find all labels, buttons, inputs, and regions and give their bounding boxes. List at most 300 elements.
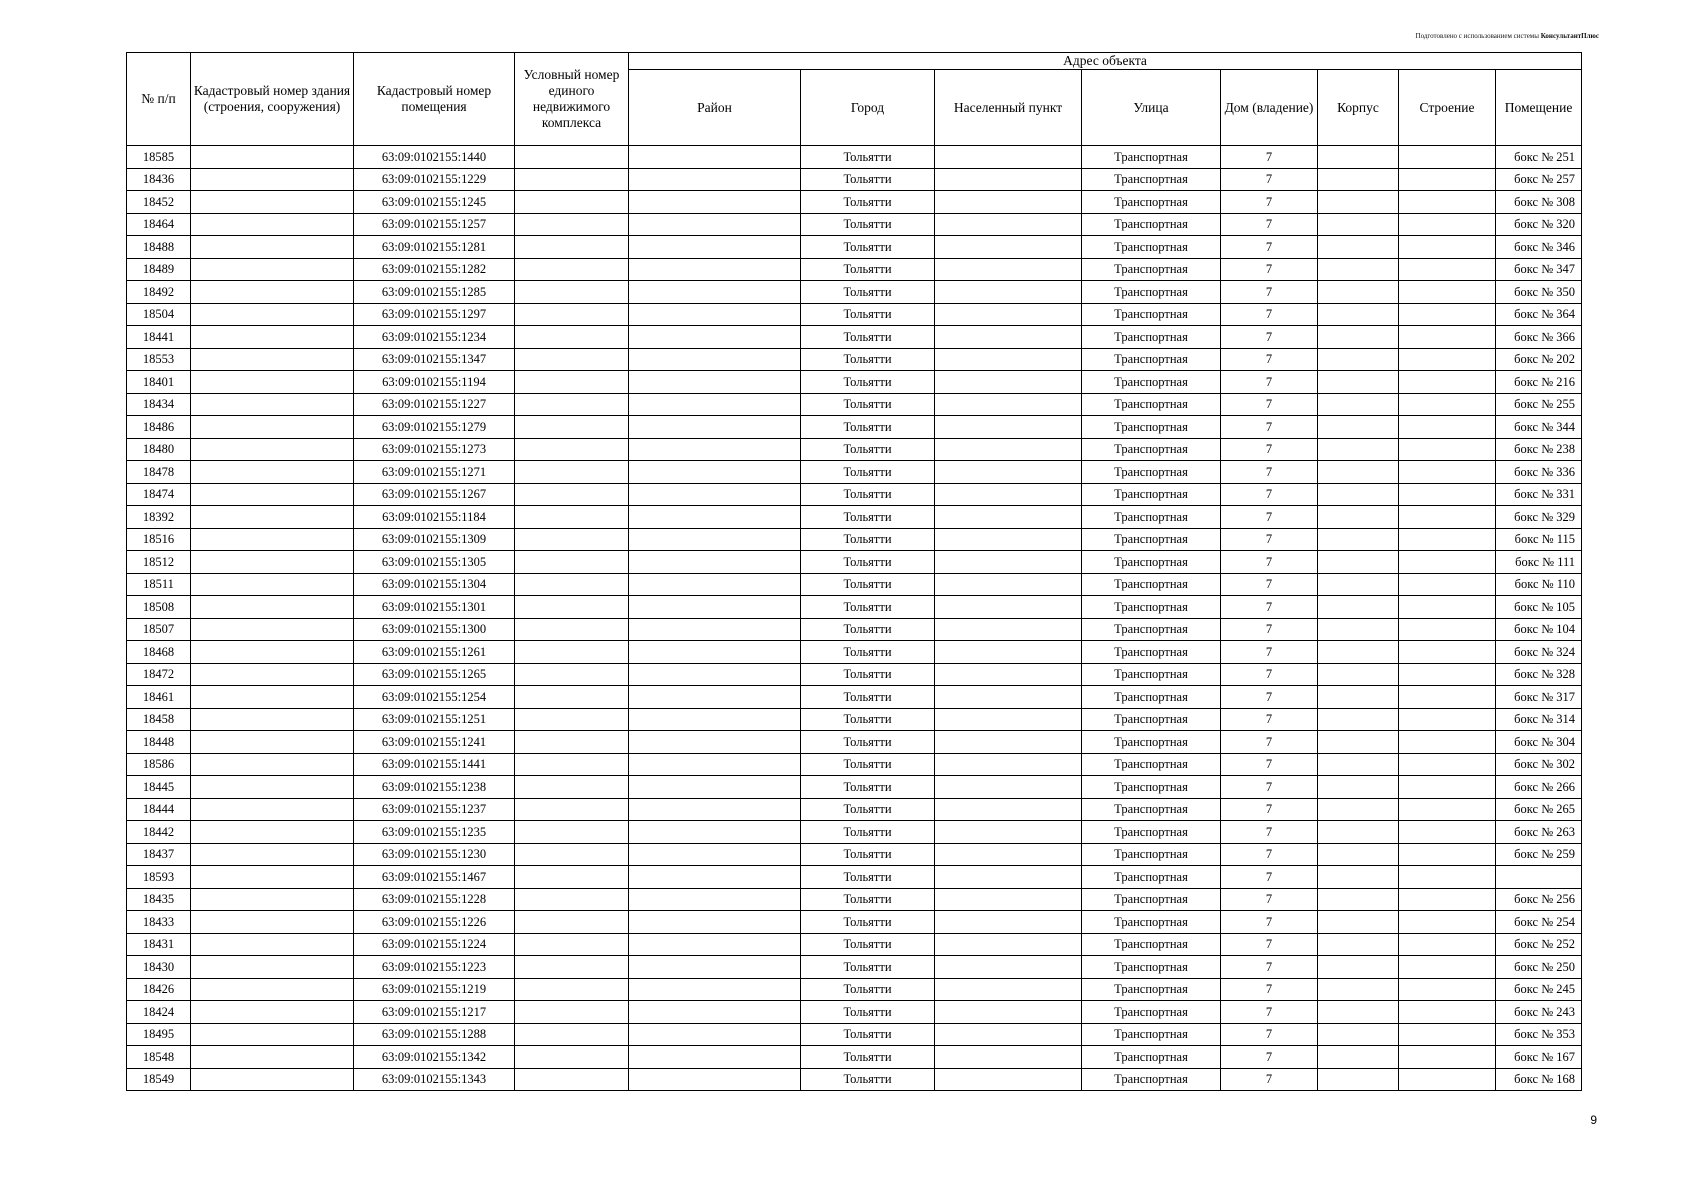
cell-building-cadastral bbox=[191, 1023, 354, 1046]
cell-korpus bbox=[1318, 821, 1399, 844]
cell-street: Транспортная bbox=[1082, 641, 1221, 664]
cell-num: 18488 bbox=[127, 236, 191, 259]
cell-street: Транспортная bbox=[1082, 798, 1221, 821]
cell-complex-number bbox=[515, 708, 629, 731]
cell-complex-number bbox=[515, 1023, 629, 1046]
cell-district bbox=[629, 213, 801, 236]
table-row bbox=[127, 236, 1582, 259]
cell-num: 18495 bbox=[127, 1023, 191, 1046]
cell-street: Транспортная bbox=[1082, 1068, 1221, 1091]
table-row bbox=[127, 1068, 1582, 1091]
cell-complex-number bbox=[515, 506, 629, 529]
cell-street: Транспортная bbox=[1082, 956, 1221, 979]
cell-house: 7 bbox=[1221, 1001, 1318, 1024]
cell-district bbox=[629, 573, 801, 596]
cell-complex-number bbox=[515, 753, 629, 776]
cell-house: 7 bbox=[1221, 191, 1318, 214]
cell-num: 18392 bbox=[127, 506, 191, 529]
cell-building-cadastral bbox=[191, 821, 354, 844]
cell-num: 18489 bbox=[127, 258, 191, 281]
cell-locality bbox=[935, 1001, 1082, 1024]
cell-room-cadastral: 63:09:0102155:1347 bbox=[354, 348, 515, 371]
cell-building bbox=[1399, 753, 1496, 776]
cell-num: 18486 bbox=[127, 416, 191, 439]
cell-house: 7 bbox=[1221, 506, 1318, 529]
col-header-korpus: Корпус bbox=[1318, 70, 1399, 146]
table-row bbox=[127, 258, 1582, 281]
cell-street: Транспортная bbox=[1082, 438, 1221, 461]
cell-street: Транспортная bbox=[1082, 933, 1221, 956]
cell-city: Тольятти bbox=[801, 258, 935, 281]
table-row bbox=[127, 933, 1582, 956]
cell-city: Тольятти bbox=[801, 461, 935, 484]
cell-building-cadastral bbox=[191, 528, 354, 551]
cell-city: Тольятти bbox=[801, 348, 935, 371]
col-header-locality: Населенный пункт bbox=[935, 70, 1082, 146]
cell-street: Транспортная bbox=[1082, 213, 1221, 236]
cell-house: 7 bbox=[1221, 911, 1318, 934]
cell-district bbox=[629, 1001, 801, 1024]
cell-district bbox=[629, 686, 801, 709]
cell-locality bbox=[935, 483, 1082, 506]
cell-building bbox=[1399, 618, 1496, 641]
cell-complex-number bbox=[515, 146, 629, 169]
cell-room-cadastral: 63:09:0102155:1441 bbox=[354, 753, 515, 776]
cell-room: бокс № 104 bbox=[1496, 618, 1582, 641]
cell-korpus bbox=[1318, 168, 1399, 191]
cell-district bbox=[629, 416, 801, 439]
cell-room: бокс № 353 bbox=[1496, 1023, 1582, 1046]
cell-building bbox=[1399, 821, 1496, 844]
cell-building-cadastral bbox=[191, 1068, 354, 1091]
table-row bbox=[127, 303, 1582, 326]
cell-num: 18433 bbox=[127, 911, 191, 934]
cell-building-cadastral bbox=[191, 618, 354, 641]
cell-city: Тольятти bbox=[801, 303, 935, 326]
cell-room-cadastral: 63:09:0102155:1265 bbox=[354, 663, 515, 686]
table-row bbox=[127, 281, 1582, 304]
cell-district bbox=[629, 911, 801, 934]
cell-room: бокс № 364 bbox=[1496, 303, 1582, 326]
cell-korpus bbox=[1318, 933, 1399, 956]
header-note-brand: КонсультантПлюс bbox=[1540, 32, 1599, 40]
cell-city: Тольятти bbox=[801, 888, 935, 911]
cell-house: 7 bbox=[1221, 573, 1318, 596]
cell-house: 7 bbox=[1221, 146, 1318, 169]
cell-num: 18512 bbox=[127, 551, 191, 574]
cell-street: Транспортная bbox=[1082, 978, 1221, 1001]
cell-room-cadastral: 63:09:0102155:1301 bbox=[354, 596, 515, 619]
cell-locality bbox=[935, 528, 1082, 551]
cell-building bbox=[1399, 236, 1496, 259]
cell-building bbox=[1399, 551, 1496, 574]
cell-locality bbox=[935, 1068, 1082, 1091]
cell-room: бокс № 304 bbox=[1496, 731, 1582, 754]
cell-building-cadastral bbox=[191, 708, 354, 731]
cell-building-cadastral bbox=[191, 281, 354, 304]
cell-complex-number bbox=[515, 866, 629, 889]
cell-building bbox=[1399, 798, 1496, 821]
cell-korpus bbox=[1318, 281, 1399, 304]
cell-street: Транспортная bbox=[1082, 843, 1221, 866]
cell-district bbox=[629, 731, 801, 754]
cell-building bbox=[1399, 281, 1496, 304]
cell-street: Транспортная bbox=[1082, 866, 1221, 889]
cell-building-cadastral bbox=[191, 753, 354, 776]
cell-korpus bbox=[1318, 798, 1399, 821]
cell-district bbox=[629, 191, 801, 214]
col-header-num: № п/п bbox=[127, 53, 191, 146]
cell-building-cadastral bbox=[191, 1046, 354, 1069]
cell-room-cadastral: 63:09:0102155:1224 bbox=[354, 933, 515, 956]
cell-locality bbox=[935, 168, 1082, 191]
cell-room-cadastral: 63:09:0102155:1440 bbox=[354, 146, 515, 169]
cell-korpus bbox=[1318, 731, 1399, 754]
cell-room: бокс № 257 bbox=[1496, 168, 1582, 191]
cell-building bbox=[1399, 573, 1496, 596]
cell-house: 7 bbox=[1221, 236, 1318, 259]
cell-building-cadastral bbox=[191, 326, 354, 349]
cell-street: Транспортная bbox=[1082, 236, 1221, 259]
cell-locality bbox=[935, 303, 1082, 326]
cell-korpus bbox=[1318, 708, 1399, 731]
cell-city: Тольятти bbox=[801, 776, 935, 799]
cell-locality bbox=[935, 416, 1082, 439]
cell-building-cadastral bbox=[191, 933, 354, 956]
table-row bbox=[127, 956, 1582, 979]
cell-korpus bbox=[1318, 888, 1399, 911]
cell-building bbox=[1399, 348, 1496, 371]
cell-room-cadastral: 63:09:0102155:1228 bbox=[354, 888, 515, 911]
cell-district bbox=[629, 1023, 801, 1046]
cell-room: бокс № 259 bbox=[1496, 843, 1582, 866]
cell-room-cadastral: 63:09:0102155:1288 bbox=[354, 1023, 515, 1046]
cell-building-cadastral bbox=[191, 236, 354, 259]
cell-locality bbox=[935, 956, 1082, 979]
cell-district bbox=[629, 888, 801, 911]
cell-city: Тольятти bbox=[801, 821, 935, 844]
cell-num: 18516 bbox=[127, 528, 191, 551]
cell-korpus bbox=[1318, 663, 1399, 686]
cell-complex-number bbox=[515, 888, 629, 911]
cell-house: 7 bbox=[1221, 258, 1318, 281]
cell-building-cadastral bbox=[191, 978, 354, 1001]
cell-street: Транспортная bbox=[1082, 348, 1221, 371]
cell-city: Тольятти bbox=[801, 1068, 935, 1091]
cell-room: бокс № 266 bbox=[1496, 776, 1582, 799]
cell-city: Тольятти bbox=[801, 168, 935, 191]
cell-street: Транспортная bbox=[1082, 618, 1221, 641]
cell-building-cadastral bbox=[191, 168, 354, 191]
cell-building-cadastral bbox=[191, 686, 354, 709]
cell-city: Тольятти bbox=[801, 371, 935, 394]
cell-num: 18461 bbox=[127, 686, 191, 709]
cell-korpus bbox=[1318, 213, 1399, 236]
cell-num: 18441 bbox=[127, 326, 191, 349]
table-row bbox=[127, 798, 1582, 821]
cell-house: 7 bbox=[1221, 776, 1318, 799]
table-row bbox=[127, 371, 1582, 394]
cell-korpus bbox=[1318, 506, 1399, 529]
cell-korpus bbox=[1318, 1001, 1399, 1024]
cell-building-cadastral bbox=[191, 303, 354, 326]
cell-building-cadastral bbox=[191, 258, 354, 281]
cell-building bbox=[1399, 393, 1496, 416]
cell-district bbox=[629, 753, 801, 776]
cell-room: бокс № 366 bbox=[1496, 326, 1582, 349]
cell-city: Тольятти bbox=[801, 798, 935, 821]
cell-city: Тольятти bbox=[801, 236, 935, 259]
cell-house: 7 bbox=[1221, 438, 1318, 461]
cell-room: бокс № 336 bbox=[1496, 461, 1582, 484]
cell-building bbox=[1399, 416, 1496, 439]
cell-building-cadastral bbox=[191, 798, 354, 821]
cell-room: бокс № 331 bbox=[1496, 483, 1582, 506]
cell-district bbox=[629, 641, 801, 664]
cell-room-cadastral: 63:09:0102155:1227 bbox=[354, 393, 515, 416]
cell-num: 18478 bbox=[127, 461, 191, 484]
table-row bbox=[127, 753, 1582, 776]
col-header-complex-number: Условный номер единого недвижимого комплекса bbox=[515, 53, 629, 146]
cell-building-cadastral bbox=[191, 731, 354, 754]
cell-locality bbox=[935, 506, 1082, 529]
cell-street: Транспортная bbox=[1082, 551, 1221, 574]
cell-room: бокс № 263 bbox=[1496, 821, 1582, 844]
cell-locality bbox=[935, 618, 1082, 641]
cell-building bbox=[1399, 168, 1496, 191]
cell-building bbox=[1399, 776, 1496, 799]
cell-house: 7 bbox=[1221, 888, 1318, 911]
cell-locality bbox=[935, 821, 1082, 844]
cell-korpus bbox=[1318, 236, 1399, 259]
cell-complex-number bbox=[515, 776, 629, 799]
col-header-room-cadastral: Кадастровый номер помещения bbox=[354, 53, 515, 146]
cell-complex-number bbox=[515, 1001, 629, 1024]
cell-city: Тольятти bbox=[801, 1001, 935, 1024]
cell-district bbox=[629, 348, 801, 371]
cell-num: 18434 bbox=[127, 393, 191, 416]
cell-complex-number bbox=[515, 933, 629, 956]
cell-complex-number bbox=[515, 483, 629, 506]
cell-korpus bbox=[1318, 146, 1399, 169]
cell-city: Тольятти bbox=[801, 146, 935, 169]
cell-locality bbox=[935, 371, 1082, 394]
table-row bbox=[127, 731, 1582, 754]
table-row bbox=[127, 708, 1582, 731]
cell-street: Транспортная bbox=[1082, 393, 1221, 416]
cell-house: 7 bbox=[1221, 731, 1318, 754]
cell-korpus bbox=[1318, 911, 1399, 934]
cell-complex-number bbox=[515, 731, 629, 754]
cell-complex-number bbox=[515, 393, 629, 416]
cell-complex-number bbox=[515, 911, 629, 934]
cell-korpus bbox=[1318, 956, 1399, 979]
cell-street: Транспортная bbox=[1082, 461, 1221, 484]
cell-room-cadastral: 63:09:0102155:1304 bbox=[354, 573, 515, 596]
cell-house: 7 bbox=[1221, 618, 1318, 641]
cell-street: Транспортная bbox=[1082, 596, 1221, 619]
cell-district bbox=[629, 461, 801, 484]
cell-city: Тольятти bbox=[801, 753, 935, 776]
cell-room-cadastral: 63:09:0102155:1309 bbox=[354, 528, 515, 551]
cell-house: 7 bbox=[1221, 753, 1318, 776]
col-header-street: Улица bbox=[1082, 70, 1221, 146]
cell-building bbox=[1399, 596, 1496, 619]
cell-num: 18424 bbox=[127, 1001, 191, 1024]
cell-num: 18448 bbox=[127, 731, 191, 754]
cell-room: бокс № 255 bbox=[1496, 393, 1582, 416]
cell-building bbox=[1399, 146, 1496, 169]
cell-room-cadastral: 63:09:0102155:1251 bbox=[354, 708, 515, 731]
cell-locality bbox=[935, 191, 1082, 214]
cell-locality bbox=[935, 258, 1082, 281]
table-row bbox=[127, 438, 1582, 461]
cell-street: Транспортная bbox=[1082, 821, 1221, 844]
cell-house: 7 bbox=[1221, 303, 1318, 326]
table-row bbox=[127, 888, 1582, 911]
cell-city: Тольятти bbox=[801, 933, 935, 956]
cell-korpus bbox=[1318, 326, 1399, 349]
cell-building bbox=[1399, 371, 1496, 394]
table-row bbox=[127, 1001, 1582, 1024]
cell-building-cadastral bbox=[191, 483, 354, 506]
cell-building bbox=[1399, 461, 1496, 484]
cell-num: 18504 bbox=[127, 303, 191, 326]
cell-building bbox=[1399, 866, 1496, 889]
cell-locality bbox=[935, 933, 1082, 956]
cell-complex-number bbox=[515, 438, 629, 461]
cell-locality bbox=[935, 573, 1082, 596]
cell-num: 18435 bbox=[127, 888, 191, 911]
cell-house: 7 bbox=[1221, 348, 1318, 371]
cell-house: 7 bbox=[1221, 213, 1318, 236]
cell-room-cadastral: 63:09:0102155:1467 bbox=[354, 866, 515, 889]
cell-complex-number bbox=[515, 348, 629, 371]
cell-building-cadastral bbox=[191, 866, 354, 889]
cell-city: Тольятти bbox=[801, 911, 935, 934]
cell-num: 18458 bbox=[127, 708, 191, 731]
table-row bbox=[127, 146, 1582, 169]
cell-num: 18480 bbox=[127, 438, 191, 461]
cell-street: Транспортная bbox=[1082, 573, 1221, 596]
cell-room: бокс № 314 bbox=[1496, 708, 1582, 731]
cell-building-cadastral bbox=[191, 191, 354, 214]
cell-house: 7 bbox=[1221, 393, 1318, 416]
cell-room: бокс № 251 bbox=[1496, 146, 1582, 169]
cell-complex-number bbox=[515, 641, 629, 664]
cell-room: бокс № 202 bbox=[1496, 348, 1582, 371]
cell-num: 18436 bbox=[127, 168, 191, 191]
cell-city: Тольятти bbox=[801, 843, 935, 866]
cell-district bbox=[629, 618, 801, 641]
cell-locality bbox=[935, 708, 1082, 731]
cell-street: Транспортная bbox=[1082, 371, 1221, 394]
cell-building bbox=[1399, 731, 1496, 754]
cell-num: 18430 bbox=[127, 956, 191, 979]
cell-building bbox=[1399, 978, 1496, 1001]
cell-building-cadastral bbox=[191, 213, 354, 236]
table-row bbox=[127, 1023, 1582, 1046]
cell-complex-number bbox=[515, 551, 629, 574]
cell-room: бокс № 329 bbox=[1496, 506, 1582, 529]
cell-room: бокс № 115 bbox=[1496, 528, 1582, 551]
cell-room-cadastral: 63:09:0102155:1343 bbox=[354, 1068, 515, 1091]
cell-locality bbox=[935, 551, 1082, 574]
cell-house: 7 bbox=[1221, 326, 1318, 349]
cell-room-cadastral: 63:09:0102155:1279 bbox=[354, 416, 515, 439]
cell-locality bbox=[935, 393, 1082, 416]
header-note-prefix: Подготовлено с использованием системы bbox=[1415, 32, 1539, 40]
cell-locality bbox=[935, 978, 1082, 1001]
cell-locality bbox=[935, 753, 1082, 776]
cell-room: бокс № 250 bbox=[1496, 956, 1582, 979]
cell-house: 7 bbox=[1221, 641, 1318, 664]
table-row bbox=[127, 528, 1582, 551]
cell-building-cadastral bbox=[191, 371, 354, 394]
cell-street: Транспортная bbox=[1082, 663, 1221, 686]
cell-building bbox=[1399, 843, 1496, 866]
cell-num: 18586 bbox=[127, 753, 191, 776]
cell-district bbox=[629, 371, 801, 394]
cell-city: Тольятти bbox=[801, 956, 935, 979]
cell-building-cadastral bbox=[191, 843, 354, 866]
cell-korpus bbox=[1318, 371, 1399, 394]
cell-room-cadastral: 63:09:0102155:1261 bbox=[354, 641, 515, 664]
table-row bbox=[127, 573, 1582, 596]
table-row bbox=[127, 821, 1582, 844]
cell-district bbox=[629, 708, 801, 731]
cell-city: Тольятти bbox=[801, 393, 935, 416]
cell-house: 7 bbox=[1221, 821, 1318, 844]
cell-district bbox=[629, 483, 801, 506]
cell-locality bbox=[935, 888, 1082, 911]
cell-room-cadastral: 63:09:0102155:1245 bbox=[354, 191, 515, 214]
cell-room-cadastral: 63:09:0102155:1194 bbox=[354, 371, 515, 394]
cell-room: бокс № 347 bbox=[1496, 258, 1582, 281]
cell-building bbox=[1399, 258, 1496, 281]
cell-city: Тольятти bbox=[801, 573, 935, 596]
cell-room-cadastral: 63:09:0102155:1281 bbox=[354, 236, 515, 259]
cell-korpus bbox=[1318, 1068, 1399, 1091]
cell-room: бокс № 346 bbox=[1496, 236, 1582, 259]
cell-num: 18401 bbox=[127, 371, 191, 394]
cell-city: Тольятти bbox=[801, 528, 935, 551]
cell-street: Транспортная bbox=[1082, 416, 1221, 439]
cell-building-cadastral bbox=[191, 573, 354, 596]
cell-num: 18426 bbox=[127, 978, 191, 1001]
table-row bbox=[127, 551, 1582, 574]
cell-room: бокс № 256 bbox=[1496, 888, 1582, 911]
cell-complex-number bbox=[515, 281, 629, 304]
table-row bbox=[127, 978, 1582, 1001]
cell-room: бокс № 111 bbox=[1496, 551, 1582, 574]
cell-house: 7 bbox=[1221, 686, 1318, 709]
cell-room-cadastral: 63:09:0102155:1271 bbox=[354, 461, 515, 484]
cell-num: 18549 bbox=[127, 1068, 191, 1091]
cell-room-cadastral: 63:09:0102155:1285 bbox=[354, 281, 515, 304]
cell-building-cadastral bbox=[191, 461, 354, 484]
cell-num: 18445 bbox=[127, 776, 191, 799]
cell-house: 7 bbox=[1221, 956, 1318, 979]
cell-house: 7 bbox=[1221, 281, 1318, 304]
cell-room-cadastral: 63:09:0102155:1282 bbox=[354, 258, 515, 281]
cell-num: 18548 bbox=[127, 1046, 191, 1069]
cell-house: 7 bbox=[1221, 528, 1318, 551]
cell-locality bbox=[935, 798, 1082, 821]
table-row bbox=[127, 618, 1582, 641]
cell-complex-number bbox=[515, 528, 629, 551]
table-row bbox=[127, 641, 1582, 664]
